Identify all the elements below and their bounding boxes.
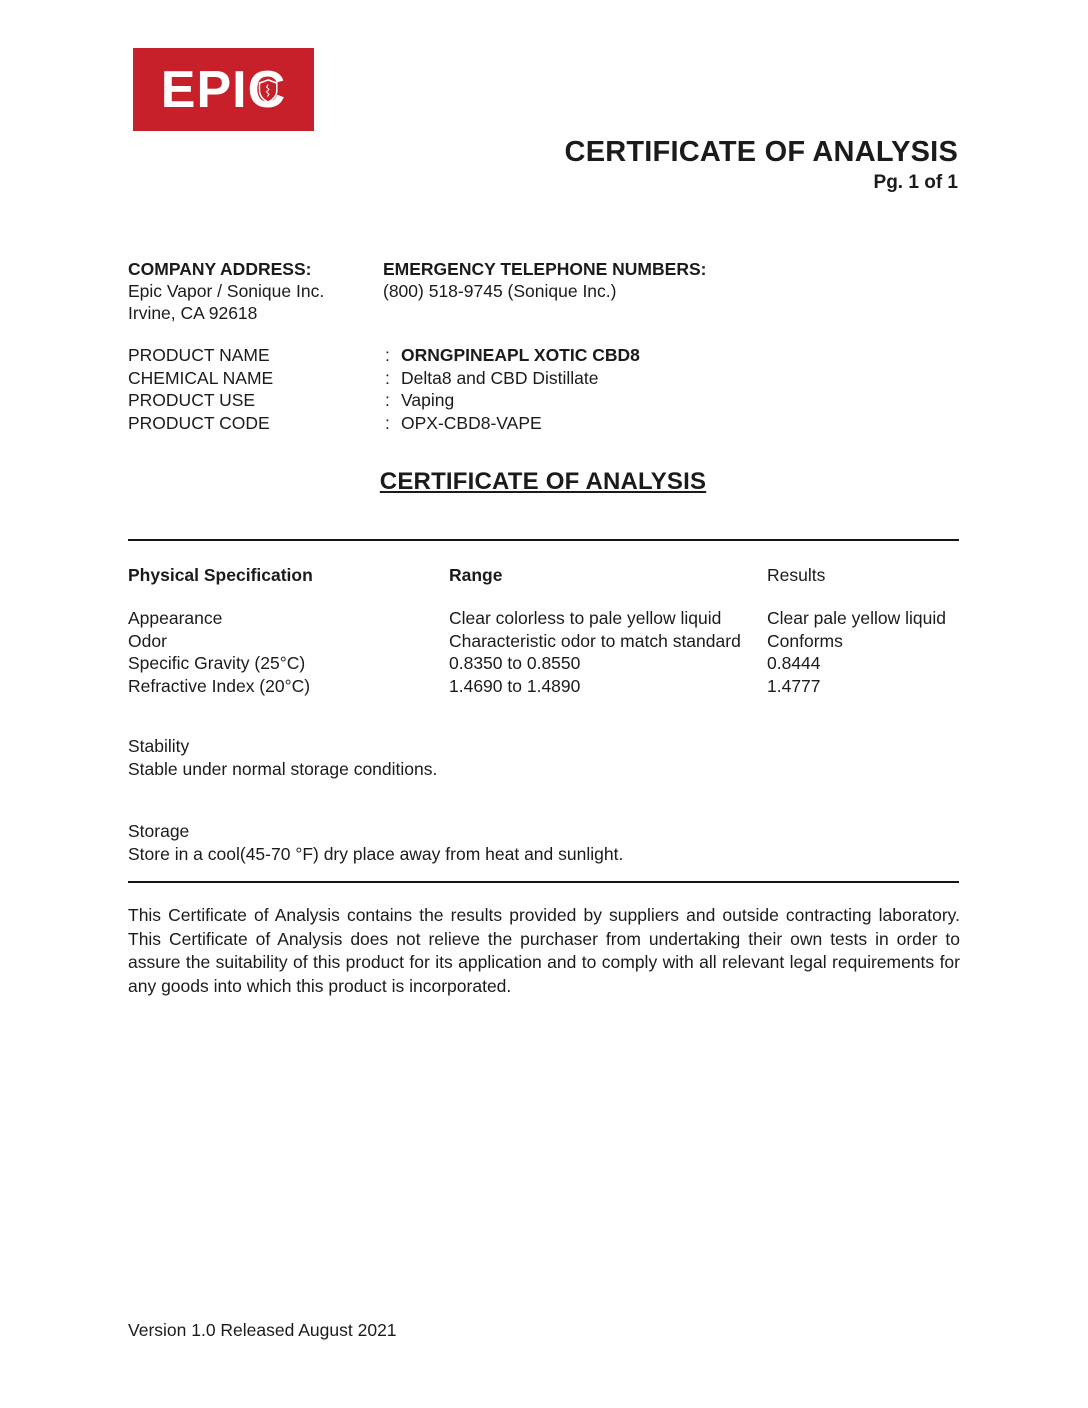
product-name-value: ORNGPINEAPL XOTIC CBD8 (401, 345, 640, 365)
stability-text: Stable under normal storage conditions. (128, 758, 438, 779)
colon-separator: : (385, 345, 390, 365)
emergency-phone-label: EMERGENCY TELEPHONE NUMBERS: (383, 259, 707, 279)
spec-header-physical-specification: Physical Specification (128, 565, 313, 585)
range-cell: Characteristic odor to match standard (449, 630, 741, 651)
spec-cell: Appearance (128, 608, 223, 628)
product-info-block (128, 344, 640, 434)
company-address-line2: Irvine, CA 92618 (128, 303, 258, 323)
spec-table-header-row (128, 564, 959, 586)
document-title: CERTIFICATE OF ANALYSIS (564, 136, 958, 168)
range-cell: 0.8350 to 0.8550 (449, 653, 581, 673)
chemical-name-row (128, 367, 640, 390)
chemical-name-label: CHEMICAL NAME (128, 367, 274, 388)
stability-section (128, 735, 437, 780)
product-use-label: PRODUCT USE (128, 390, 256, 410)
spec-cell: Refractive Index (20°C) (128, 675, 311, 696)
document-header (565, 136, 958, 194)
spec-cell: Odor (128, 630, 167, 651)
horizontal-rule-top (128, 539, 959, 541)
result-cell: Clear pale yellow liquid (767, 608, 946, 628)
section-title: CERTIFICATE OF ANALYSIS (379, 468, 707, 495)
table-row-refractive-index (128, 675, 959, 698)
emergency-phone-column (383, 258, 863, 324)
page-number: Pg. 1 of 1 (873, 172, 958, 193)
result-cell: 0.8444 (767, 653, 821, 673)
epic-logo-letter-c: C (247, 60, 287, 119)
epic-logo (133, 48, 314, 131)
stability-label: Stability (128, 736, 190, 756)
storage-label: Storage (128, 821, 190, 841)
version-footer: Version 1.0 Released August 2021 (128, 1320, 397, 1340)
product-use-row (128, 389, 640, 412)
range-cell: 1.4690 to 1.4890 (449, 675, 581, 696)
range-cell: Clear colorless to pale yellow liquid (449, 608, 722, 628)
storage-section (128, 820, 623, 865)
product-code-value: OPX-CBD8-VAPE (401, 412, 542, 433)
spec-header-results: Results (767, 565, 826, 585)
result-cell: Conforms (767, 630, 843, 651)
company-address-label: COMPANY ADDRESS: (128, 259, 312, 279)
product-name-row (128, 344, 640, 367)
epic-logo-letters: EPI (160, 60, 248, 119)
spec-header-range: Range (449, 565, 503, 585)
product-code-row (128, 412, 640, 435)
shield-icon (259, 78, 278, 103)
chemical-name-value: Delta8 and CBD Distillate (401, 367, 599, 388)
disclaimer-paragraph: This Certificate of Analysis contains the results provided by suppliers and outside contracting laboratory. This Certificate of Analysis does not relieve the purchaser from undertaking their own tests in order to assure the suitability of this product for its application and to comply with all relevant legal requirements for any goods into which this product is incorporated. (128, 905, 960, 996)
colon-separator: : (385, 367, 390, 388)
emergency-phone-value: (800) 518-9745 (Sonique Inc.) (383, 281, 617, 301)
table-row-odor (128, 630, 959, 653)
result-cell: 1.4777 (767, 675, 821, 696)
table-row-appearance (128, 607, 959, 630)
storage-text: Store in a cool(45-70 °F) dry place away from heat and sunlight. (128, 843, 624, 864)
product-code-label: PRODUCT CODE (128, 412, 270, 433)
epic-logo-text (160, 60, 287, 119)
colon-separator: : (385, 412, 390, 433)
physical-specification-table (128, 564, 959, 697)
product-use-value: Vaping (401, 390, 455, 410)
product-name-label: PRODUCT NAME (128, 345, 270, 365)
company-info-block (128, 258, 863, 324)
company-address-column (128, 258, 383, 324)
horizontal-rule-bottom (128, 881, 959, 883)
table-row-specific-gravity (128, 652, 959, 675)
colon-separator: : (385, 390, 390, 410)
company-address-line1: Epic Vapor / Sonique Inc. (128, 281, 325, 301)
spec-cell: Specific Gravity (25°C) (128, 653, 306, 673)
